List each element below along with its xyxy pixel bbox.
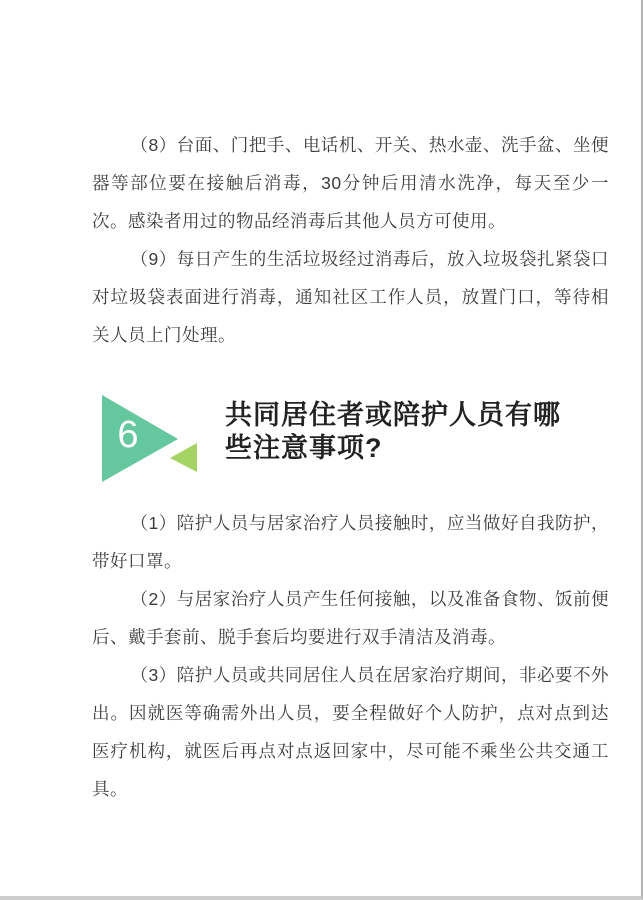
section-6-header [100,392,609,504]
section-6-marker [100,392,200,504]
paragraph-3: （3）陪护人员或共同居住人员在居家治疗期间，非必要不外出。因就医等确需外出人员，要全程做好个人防护，点对点到达医疗机构，就医后再点对点返回家中，尽可能不乘坐公共交通工具。 [92,665,609,799]
section-title-line-2: 些注意事项? [225,433,383,463]
paragraph-1: （1）陪护人员与居家治疗人员接触时，应当做好自我防护，带好口罩。 [92,513,609,571]
section-title-line-1: 共同居住者或陪护人员有哪 [225,400,561,430]
paragraph-9: （9）每日产生的生活垃圾经过消毒后，放入垃圾袋扎紧袋口对垃圾袋表面进行消毒，通知社区工作人员，放置门口，等待相关人员上门处理。 [92,249,609,345]
section-title [225,399,561,465]
section-6-body [92,504,609,808]
paragraph-2: （2）与居家治疗人员产生任何接触，以及准备食物、饭前便后、戴手套前、脱手套后均要进行双手清洁及消毒。 [92,589,609,647]
section-number: 6 [117,414,139,456]
small-left-triangle-icon [170,443,197,472]
paragraph-8: （8）台面、门把手、电话机、开关、热水壶、洗手盆、坐便器等部位要在接触后消毒，30分钟后用清水洗净，每天至少一次。感染者用过的物品经消毒后其他人员方可使用。 [92,135,609,231]
